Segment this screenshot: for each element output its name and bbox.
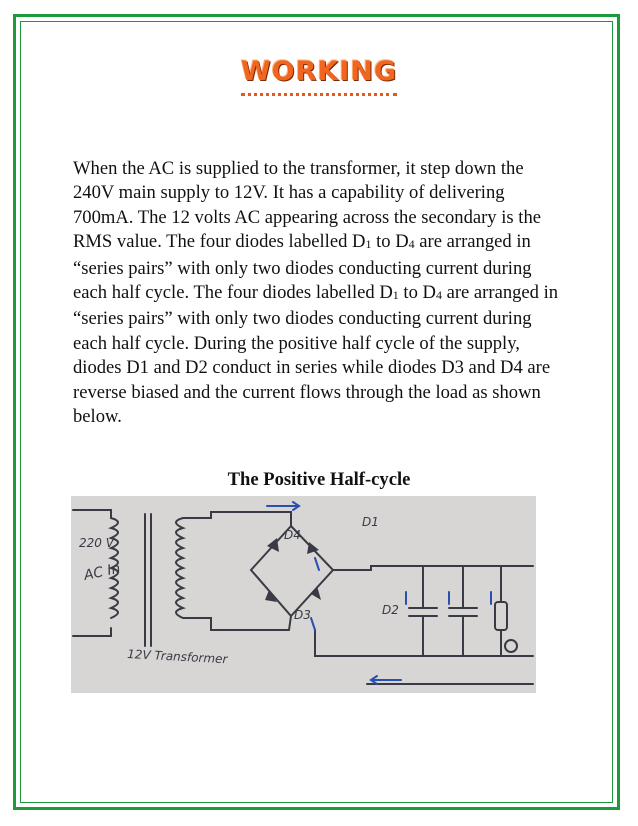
label-d4: D4 (284, 528, 301, 542)
label-voltage: 220 V (79, 536, 114, 550)
subscript: 4 (408, 237, 415, 252)
diode-d2-symbol (311, 586, 321, 600)
load-body (495, 602, 507, 630)
text-run: are arranged in “series pairs” with only two diodes conducting current during each half cycle. The four diodes labelled D (73, 231, 532, 304)
text-run: to D (371, 231, 409, 253)
text-run: to D (398, 282, 436, 304)
body-paragraph (73, 157, 568, 429)
label-d3: D3 (294, 608, 311, 622)
circuit-sketch (71, 496, 536, 693)
input-lead-top (73, 510, 111, 518)
subscript: 1 (392, 288, 399, 303)
label-d1: D1 (362, 515, 379, 529)
load-terminal (505, 640, 517, 652)
diodes (265, 538, 321, 602)
heading-banner (0, 56, 638, 96)
text-run: are arranged in “series pairs” with only two diodes conducting current during each half cycle. During the positive half cycle of the supply, diodes D1 and D2 conduct in series while diodes D3 and D4 are reverse biased and the current flows through the load as shown below. (73, 282, 559, 428)
label-transformer: 12V Transformer (126, 647, 228, 667)
arrow-d1 (315, 558, 319, 570)
heading-title: WORKING (241, 56, 397, 96)
arrow-d2 (311, 618, 315, 630)
text-run: When the AC is supplied to the transformer, it step down the 240V main supply to 12V. It has a capability of delivering 700mA. The 12 volts AC appearing across the secondary is the RMS value. The four diodes labelled D (73, 158, 542, 253)
secondary-lead-bottom (183, 618, 289, 630)
input-lead-bottom (73, 628, 111, 636)
bridge-bottom-link (289, 616, 291, 630)
circuit-photo (71, 496, 536, 693)
secondary-coil (176, 518, 183, 618)
subscript: 4 (435, 288, 442, 303)
subscript: 1 (365, 237, 372, 252)
label-d2: D2 (382, 603, 399, 617)
label-input: AC In (82, 560, 122, 584)
secondary-lead-top (183, 512, 291, 526)
output-rail-top (333, 566, 533, 570)
figure-caption: The Positive Half-cycle (227, 469, 411, 490)
